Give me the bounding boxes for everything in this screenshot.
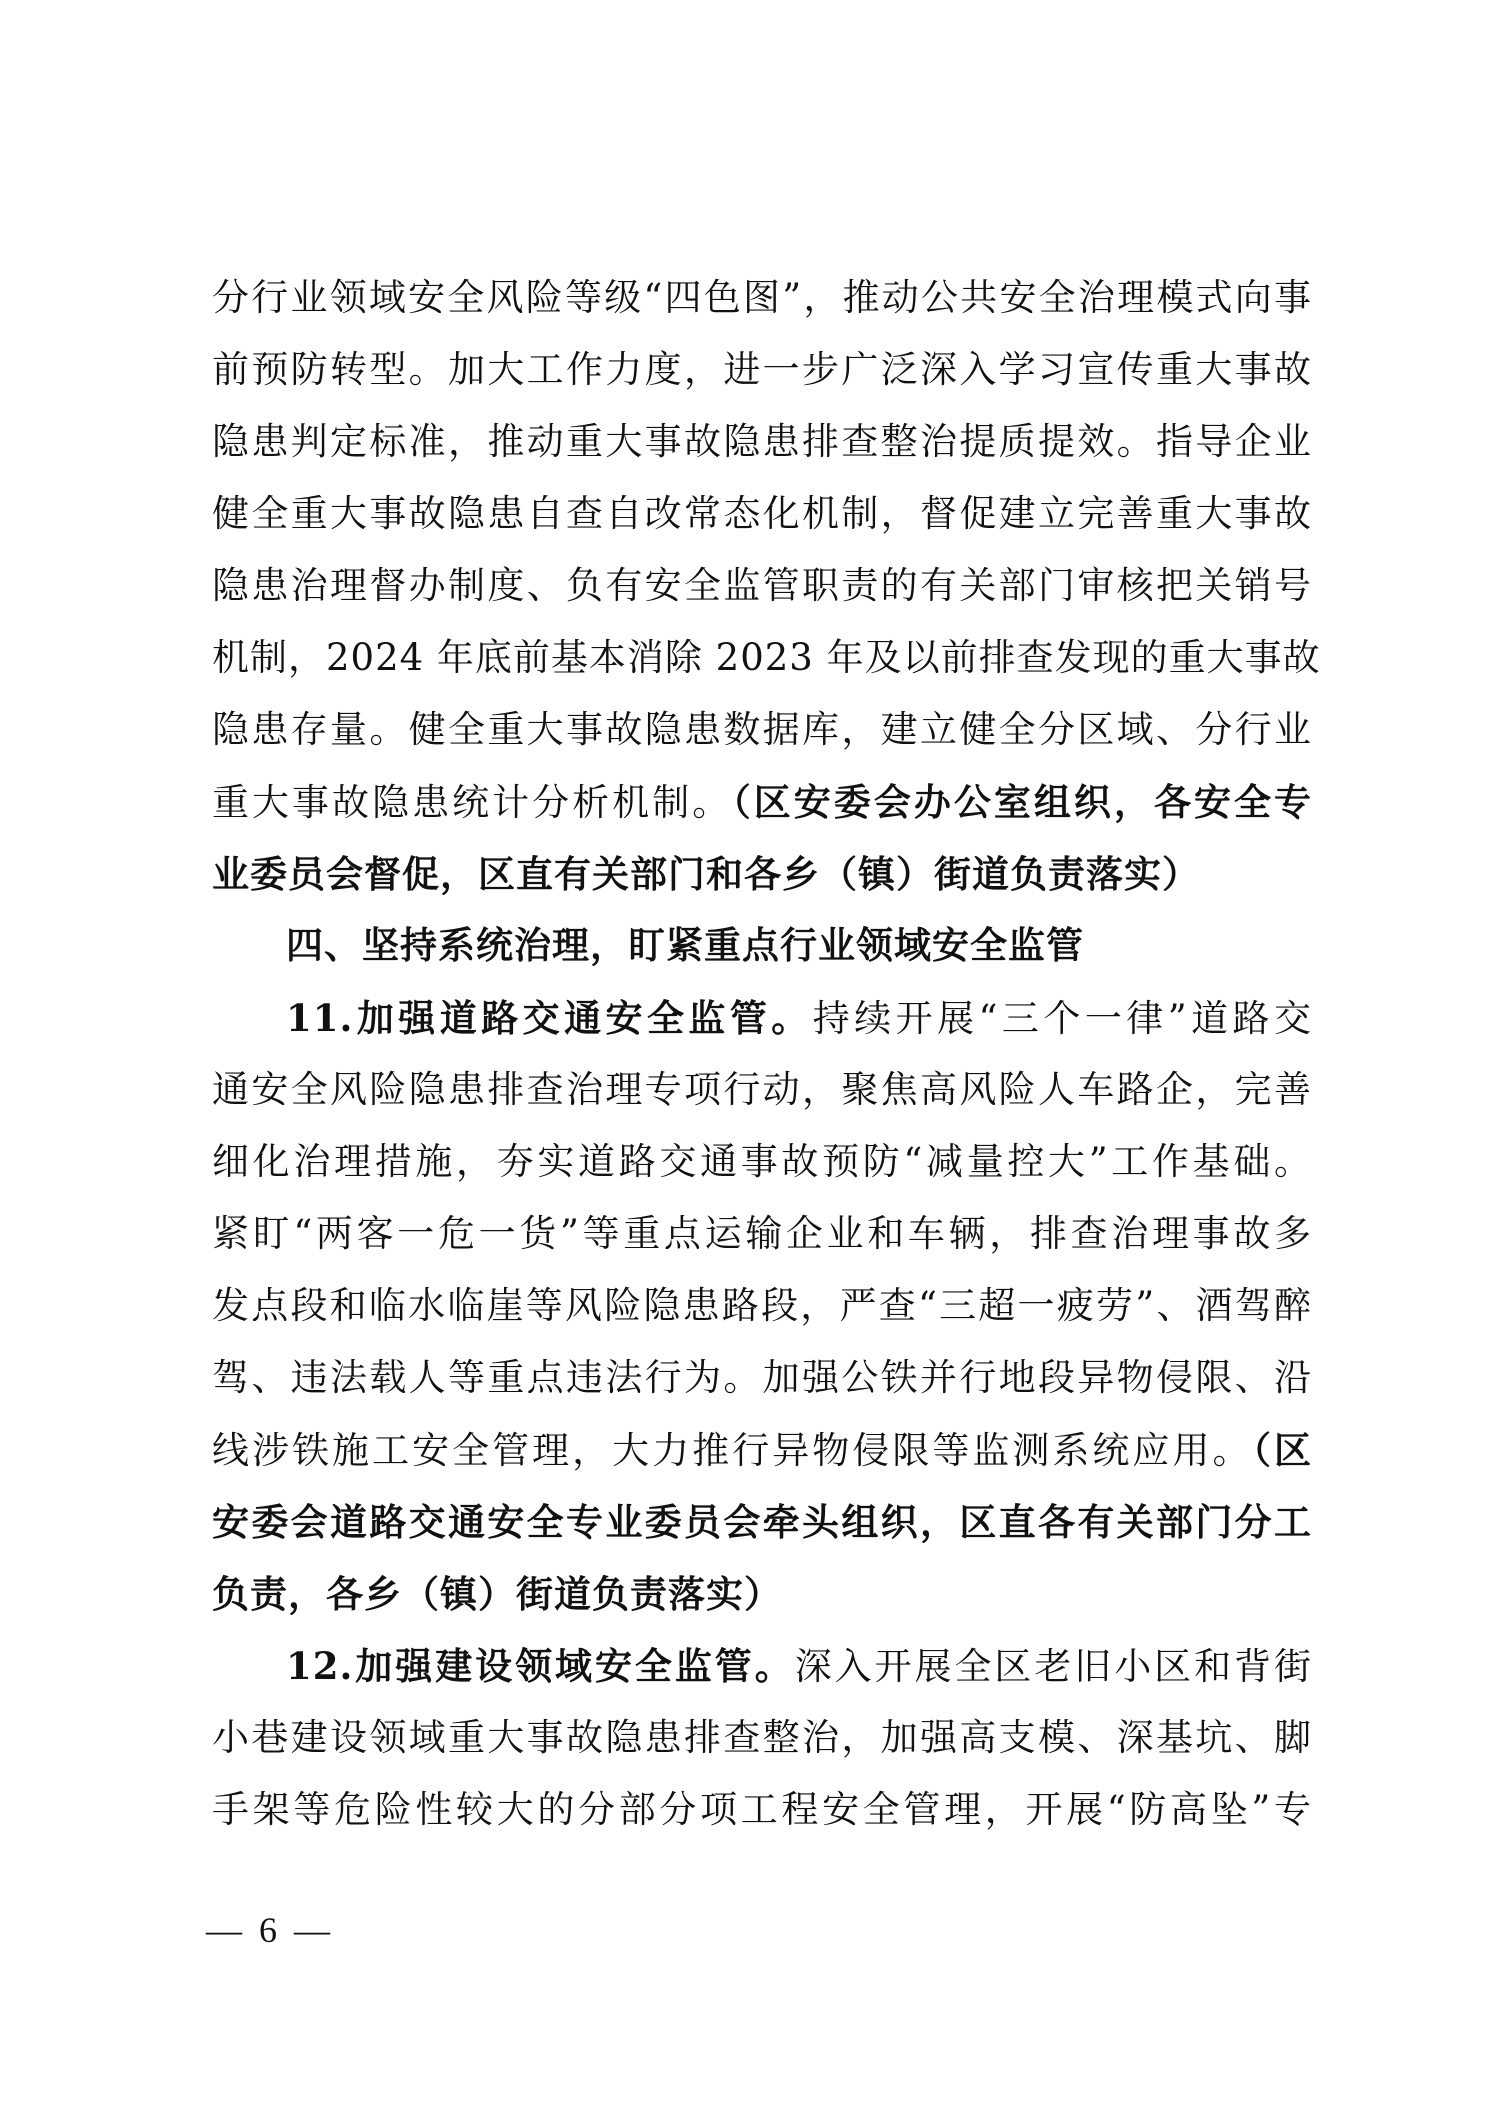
item-heading: 11.加强道路交通安全监管。 (286, 996, 813, 1040)
text-line: 隐患存量。健全重大事故隐患数据库，建立健全分区域、分行业 (212, 708, 1312, 751)
responsibility-note: （区 (1252, 1428, 1313, 1472)
text-segment: 持续开展“三个一律”道路交 (812, 997, 1312, 1040)
text-line (286, 1636, 1312, 1696)
responsibility-note: （区安委会办公室组织，各安全专 (732, 780, 1313, 824)
text-line: 分行业领域安全风险等级“四色图”，推动公共安全治理模式向事 (212, 276, 1312, 319)
text-line: 驾、违法载人等重点违法行为。加强公铁并行地段异物侵限、沿 (212, 1356, 1312, 1399)
text-line: 机制，2024 年底前基本消除 2023 年及以前排查发现的重大事故 (212, 636, 1321, 679)
text-line: 隐患治理督办制度、负有安全监管职责的有关部门审核把关销号 (212, 564, 1312, 607)
text-segment: 深入开展全区老旧小区和背街 (794, 1645, 1312, 1688)
text-line (212, 772, 1312, 832)
text-line: 紧盯“两客一危一货”等重点运输企业和车辆，排查治理事故多 (212, 1212, 1312, 1255)
text-line: 隐患判定标准，推动重大事故隐患排查整治提质提效。指导企业 (212, 420, 1312, 463)
responsibility-note: 安委会道路交通安全专业委员会牵头组织，区直各有关部门分工 (212, 1500, 1312, 1544)
responsibility-note: 负责，各乡（镇）街道负责落实） (212, 1572, 782, 1616)
text-line: 小巷建设领域重大事故隐患排查整治，加强高支模、深基坑、脚 (212, 1716, 1312, 1759)
responsibility-note: 业委员会督促，区直有关部门和各乡（镇）街道负责落实） (212, 852, 1200, 896)
text-line: 健全重大事故隐患自查自改常态化机制，督促建立完善重大事故 (212, 492, 1312, 535)
text-line: 细化治理措施，夯实道路交通事故预防“减量控大”工作基础。 (212, 1140, 1312, 1183)
text-line: 通安全风险隐患排查治理专项行动，聚焦高风险人车路企，完善 (212, 1068, 1312, 1111)
text-segment: 线涉铁施工安全管理，大力推行异物侵限等监测系统应用。 (212, 1429, 1253, 1472)
section-heading: 四、坚持系统治理，盯紧重点行业领域安全监管 (286, 924, 1084, 967)
text-line: 前预防转型。加大工作力度，进一步广泛深入学习宣传重大事故 (212, 348, 1312, 391)
text-line: 发点段和临水临崖等风险隐患路段，严查“三超一疲劳”、酒驾醉 (212, 1284, 1312, 1327)
page-number: — 6 — (206, 1910, 334, 1950)
text-line (212, 1420, 1312, 1480)
item-heading: 12.加强建设领域安全监管。 (286, 1644, 795, 1688)
text-segment: 重大事故隐患统计分析机制。 (212, 781, 733, 824)
text-line: 手架等危险性较大的分部分项工程安全管理，开展“防高坠”专 (212, 1788, 1312, 1831)
text-line (286, 988, 1312, 1048)
